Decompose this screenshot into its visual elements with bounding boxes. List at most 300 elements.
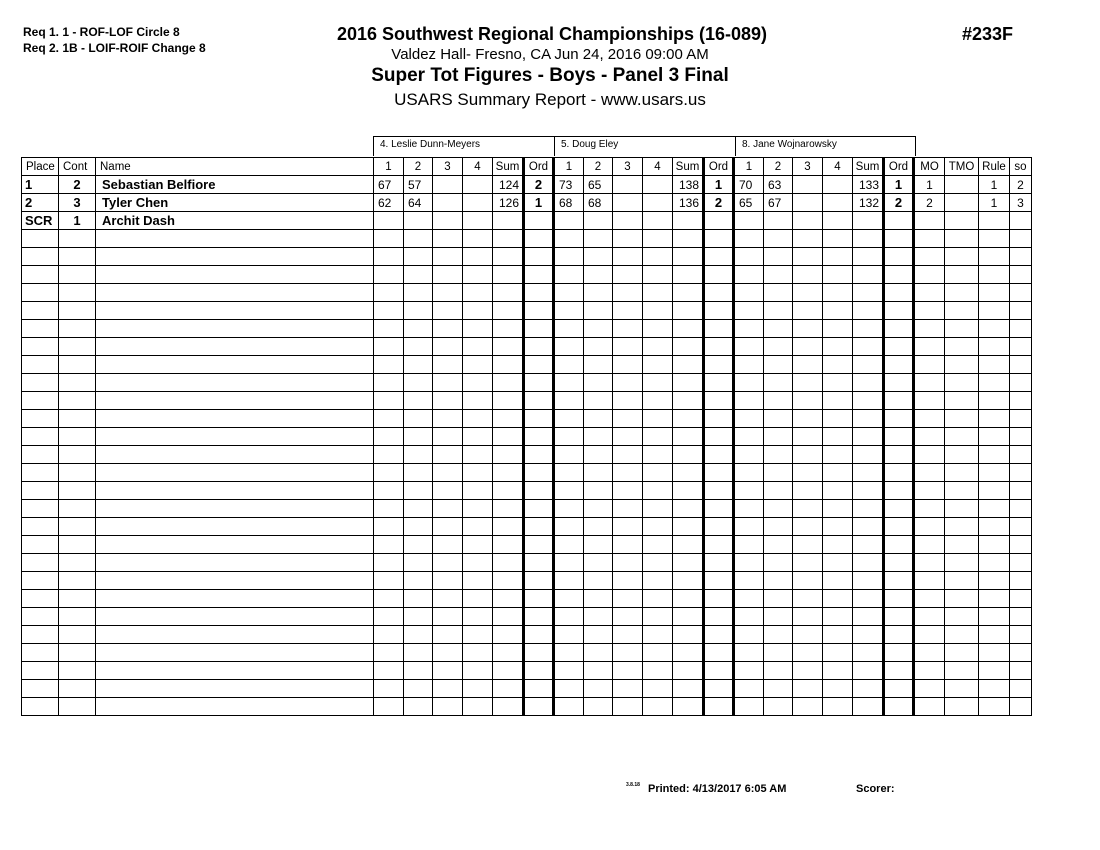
score-cell (823, 500, 853, 518)
col-j1-ord: Ord (524, 158, 554, 176)
score-cell (734, 302, 764, 320)
so-cell (1010, 536, 1032, 554)
ordinal-cell (524, 590, 554, 608)
cont-cell (59, 680, 96, 698)
score-cell (433, 500, 463, 518)
rule-cell (979, 428, 1010, 446)
cont-cell (59, 392, 96, 410)
col-j1-4: 4 (463, 158, 493, 176)
score-cell (823, 374, 853, 392)
score-cell (554, 428, 584, 446)
table-row (22, 644, 1032, 662)
event-number: #233F (962, 24, 1014, 44)
score-cell (793, 554, 823, 572)
mo-cell (914, 698, 945, 716)
sum-cell (673, 392, 704, 410)
score-cell (823, 338, 853, 356)
score-cell (433, 446, 463, 464)
mo-cell (914, 284, 945, 302)
ordinal-cell (524, 446, 554, 464)
ordinal-cell (884, 248, 914, 266)
sum-cell (493, 680, 524, 698)
score-cell (823, 248, 853, 266)
score-cell (643, 302, 673, 320)
score-cell: 67 (764, 194, 793, 212)
score-cell (643, 266, 673, 284)
score-cell (584, 428, 613, 446)
mo-cell (914, 356, 945, 374)
score-cell (404, 608, 433, 626)
sum-cell (673, 320, 704, 338)
score-cell (764, 536, 793, 554)
mo-cell (914, 482, 945, 500)
ordinal-cell (524, 554, 554, 572)
sum-cell (493, 482, 524, 500)
score-cell (793, 644, 823, 662)
skater-name-cell (96, 518, 374, 536)
skater-name-cell (96, 374, 374, 392)
score-cell (643, 212, 673, 230)
score-cell (764, 284, 793, 302)
col-j2-4: 4 (643, 158, 673, 176)
score-cell (643, 554, 673, 572)
software-version: 3.8.18 (626, 782, 640, 788)
ordinal-cell (884, 662, 914, 680)
ordinal-cell (524, 428, 554, 446)
cont-cell (59, 626, 96, 644)
score-cell (584, 320, 613, 338)
score-cell (404, 374, 433, 392)
score-cell (433, 608, 463, 626)
tmo-cell (945, 590, 979, 608)
cont-cell (59, 374, 96, 392)
score-cell (584, 572, 613, 590)
score-cell (793, 338, 823, 356)
score-cell (433, 374, 463, 392)
tmo-cell (945, 572, 979, 590)
skater-name-cell (96, 608, 374, 626)
mo-cell (914, 644, 945, 662)
scorer-label: Scorer: (856, 783, 895, 795)
score-cell (643, 446, 673, 464)
col-tmo: TMO (945, 158, 979, 176)
ordinal-cell (524, 536, 554, 554)
score-cell (374, 338, 404, 356)
score-cell (734, 698, 764, 716)
rule-cell (979, 626, 1010, 644)
score-cell (793, 212, 823, 230)
score-cell (433, 518, 463, 536)
score-cell (433, 266, 463, 284)
score-cell (433, 698, 463, 716)
sum-cell (493, 338, 524, 356)
sum-cell (493, 266, 524, 284)
mo-cell (914, 428, 945, 446)
ordinal-cell (704, 698, 734, 716)
score-cell (463, 212, 493, 230)
score-cell (584, 212, 613, 230)
place-cell: SCR (22, 212, 59, 230)
sum-cell (673, 662, 704, 680)
table-row (22, 212, 1032, 230)
table-row (22, 500, 1032, 518)
tmo-cell (945, 608, 979, 626)
score-cell (823, 212, 853, 230)
tmo-cell (945, 356, 979, 374)
skater-name-cell (96, 248, 374, 266)
sum-cell (853, 230, 884, 248)
table-row (22, 392, 1032, 410)
score-cell (433, 680, 463, 698)
table-row (22, 230, 1032, 248)
score-cell (613, 644, 643, 662)
mo-cell: 1 (914, 176, 945, 194)
sum-cell (673, 410, 704, 428)
table-row (22, 410, 1032, 428)
score-cell (433, 644, 463, 662)
table-row (22, 248, 1032, 266)
score-cell (404, 554, 433, 572)
score-cell (734, 212, 764, 230)
score-cell (554, 302, 584, 320)
score-cell: 68 (554, 194, 584, 212)
score-cell (463, 626, 493, 644)
place-cell (22, 626, 59, 644)
skater-name-cell (96, 338, 374, 356)
skater-name-cell (96, 266, 374, 284)
score-cell (404, 500, 433, 518)
score-cell (463, 374, 493, 392)
tmo-cell (945, 644, 979, 662)
sum-cell (853, 590, 884, 608)
score-cell (463, 176, 493, 194)
skater-name-cell: Sebastian Belfiore (96, 176, 374, 194)
table-row (22, 464, 1032, 482)
table-row (22, 356, 1032, 374)
col-place: Place (22, 158, 59, 176)
ordinal-cell (524, 572, 554, 590)
so-cell (1010, 500, 1032, 518)
sum-cell (673, 482, 704, 500)
score-cell (374, 464, 404, 482)
col-rule: Rule (979, 158, 1010, 176)
sum-cell (673, 230, 704, 248)
score-cell (734, 518, 764, 536)
skater-name-cell (96, 644, 374, 662)
rule-cell (979, 230, 1010, 248)
ordinal-cell (524, 500, 554, 518)
score-cell (404, 356, 433, 374)
score-cell (764, 248, 793, 266)
score-cell (643, 680, 673, 698)
ordinal-cell (704, 572, 734, 590)
so-cell (1010, 356, 1032, 374)
score-cell (764, 464, 793, 482)
score-cell (643, 662, 673, 680)
cont-cell (59, 248, 96, 266)
col-j3-4: 4 (823, 158, 853, 176)
sum-cell (853, 248, 884, 266)
tmo-cell (945, 662, 979, 680)
so-cell (1010, 698, 1032, 716)
ordinal-cell (884, 680, 914, 698)
so-cell (1010, 212, 1032, 230)
score-cell (613, 230, 643, 248)
score-cell (463, 590, 493, 608)
ordinal-cell (524, 320, 554, 338)
score-cell (793, 446, 823, 464)
score-cell (764, 266, 793, 284)
sum-cell (493, 212, 524, 230)
score-cell (463, 482, 493, 500)
ordinal-cell: 2 (884, 194, 914, 212)
sum-cell (673, 590, 704, 608)
score-cell (433, 626, 463, 644)
skater-name-cell (96, 572, 374, 590)
score-cell (404, 212, 433, 230)
score-cell (613, 374, 643, 392)
score-cell (643, 374, 673, 392)
place-cell (22, 662, 59, 680)
score-cell (823, 230, 853, 248)
col-j1-1: 1 (374, 158, 404, 176)
score-cell (734, 626, 764, 644)
rule-cell (979, 410, 1010, 428)
skater-name-cell (96, 500, 374, 518)
score-cell (734, 428, 764, 446)
score-cell (643, 698, 673, 716)
cont-cell (59, 230, 96, 248)
score-cell (793, 410, 823, 428)
ordinal-cell (704, 230, 734, 248)
place-cell (22, 608, 59, 626)
score-cell (404, 428, 433, 446)
sum-cell (673, 374, 704, 392)
mo-cell (914, 230, 945, 248)
score-cell (823, 554, 853, 572)
ordinal-cell (884, 536, 914, 554)
col-j3-ord: Ord (884, 158, 914, 176)
score-cell (433, 536, 463, 554)
score-cell (734, 320, 764, 338)
score-cell (823, 572, 853, 590)
table-row (22, 536, 1032, 554)
score-cell (613, 536, 643, 554)
table-row (22, 482, 1032, 500)
cont-cell (59, 464, 96, 482)
score-cell (433, 320, 463, 338)
score-cell (793, 266, 823, 284)
ordinal-cell (524, 338, 554, 356)
score-cell (643, 230, 673, 248)
tmo-cell (945, 176, 979, 194)
table-row (22, 626, 1032, 644)
ordinal-cell (704, 428, 734, 446)
table-row (22, 680, 1032, 698)
score-cell (433, 464, 463, 482)
ordinal-cell (524, 518, 554, 536)
score-cell (463, 698, 493, 716)
score-cell (823, 356, 853, 374)
sum-cell (853, 662, 884, 680)
tmo-cell (945, 266, 979, 284)
score-cell (404, 338, 433, 356)
ordinal-cell (524, 374, 554, 392)
place-cell (22, 446, 59, 464)
score-cell (374, 590, 404, 608)
score-cell (584, 446, 613, 464)
score-cell (823, 464, 853, 482)
so-cell (1010, 518, 1032, 536)
rule-cell (979, 356, 1010, 374)
ordinal-cell (884, 338, 914, 356)
score-cell (764, 626, 793, 644)
place-cell (22, 500, 59, 518)
score-cell (793, 284, 823, 302)
score-cell (823, 428, 853, 446)
ordinal-cell (704, 518, 734, 536)
col-j3-2: 2 (764, 158, 793, 176)
score-cell (554, 392, 584, 410)
score-cell (463, 536, 493, 554)
sum-cell (493, 608, 524, 626)
ordinal-cell (524, 302, 554, 320)
score-cell (554, 230, 584, 248)
ordinal-cell (704, 302, 734, 320)
rule-cell (979, 212, 1010, 230)
place-cell (22, 482, 59, 500)
score-cell (643, 194, 673, 212)
score-cell (404, 266, 433, 284)
score-cell (613, 266, 643, 284)
skater-name-cell (96, 356, 374, 374)
score-cell (613, 410, 643, 428)
ordinal-cell (884, 392, 914, 410)
col-name: Name (96, 158, 374, 176)
col-mo: MO (914, 158, 945, 176)
place-cell (22, 248, 59, 266)
sum-cell (853, 626, 884, 644)
score-cell (433, 338, 463, 356)
ordinal-cell (524, 266, 554, 284)
sum-cell (493, 446, 524, 464)
tmo-cell (945, 698, 979, 716)
score-cell (764, 320, 793, 338)
score-cell (554, 626, 584, 644)
score-cell (643, 482, 673, 500)
score-cell (823, 320, 853, 338)
score-cell (613, 554, 643, 572)
sum-cell (673, 698, 704, 716)
score-cell (374, 482, 404, 500)
score-cell (793, 572, 823, 590)
ordinal-cell (884, 464, 914, 482)
score-cell (643, 392, 673, 410)
cont-cell (59, 554, 96, 572)
ordinal-cell (884, 698, 914, 716)
score-cell (584, 410, 613, 428)
sum-cell (493, 302, 524, 320)
cont-cell (59, 320, 96, 338)
score-cell (643, 248, 673, 266)
score-cell (823, 698, 853, 716)
tmo-cell (945, 554, 979, 572)
ordinal-cell (884, 428, 914, 446)
mo-cell (914, 338, 945, 356)
ordinal-cell (884, 446, 914, 464)
score-cell (613, 464, 643, 482)
sum-cell (673, 248, 704, 266)
score-cell (764, 356, 793, 374)
sum-cell (853, 338, 884, 356)
ordinal-cell (704, 338, 734, 356)
judge-1-label: 4. Leslie Dunn-Meyers (373, 136, 555, 156)
table-row (22, 338, 1032, 356)
skater-name-cell (96, 284, 374, 302)
sum-cell (853, 698, 884, 716)
table-row (22, 194, 1032, 212)
tmo-cell (945, 428, 979, 446)
ordinal-cell (884, 320, 914, 338)
score-cell (584, 500, 613, 518)
score-cell (463, 464, 493, 482)
requirement-1: Req 1. 1 - ROF-LOF Circle 8 (23, 25, 180, 39)
skater-name-cell (96, 428, 374, 446)
ordinal-cell (884, 230, 914, 248)
so-cell (1010, 410, 1032, 428)
tmo-cell (945, 248, 979, 266)
col-j2-ord: Ord (704, 158, 734, 176)
cont-cell (59, 482, 96, 500)
score-cell (433, 554, 463, 572)
score-cell (404, 248, 433, 266)
rule-cell (979, 590, 1010, 608)
score-cell (734, 266, 764, 284)
score-cell (554, 374, 584, 392)
score-cell (374, 608, 404, 626)
skater-name-cell (96, 482, 374, 500)
score-cell (823, 626, 853, 644)
score-cell (734, 572, 764, 590)
score-cell (613, 194, 643, 212)
ordinal-cell (884, 626, 914, 644)
score-cell (463, 356, 493, 374)
score-cell (793, 320, 823, 338)
score-cell (793, 194, 823, 212)
score-cell: 70 (734, 176, 764, 194)
score-cell (793, 500, 823, 518)
sum-cell (493, 554, 524, 572)
score-cell (793, 176, 823, 194)
score-cell (554, 518, 584, 536)
mo-cell (914, 446, 945, 464)
score-cell (584, 554, 613, 572)
tmo-cell (945, 374, 979, 392)
report-title: USARS Summary Report - www.usars.us (394, 90, 706, 109)
so-cell (1010, 626, 1032, 644)
printed-timestamp: Printed: 4/13/2017 6:05 AM (648, 783, 787, 795)
sum-cell (673, 266, 704, 284)
ordinal-cell: 1 (524, 194, 554, 212)
score-cell (764, 590, 793, 608)
rule-cell (979, 374, 1010, 392)
score-cell (554, 266, 584, 284)
score-cell (613, 500, 643, 518)
score-cell (374, 698, 404, 716)
score-cell (823, 680, 853, 698)
tmo-cell (945, 212, 979, 230)
score-cell (613, 284, 643, 302)
